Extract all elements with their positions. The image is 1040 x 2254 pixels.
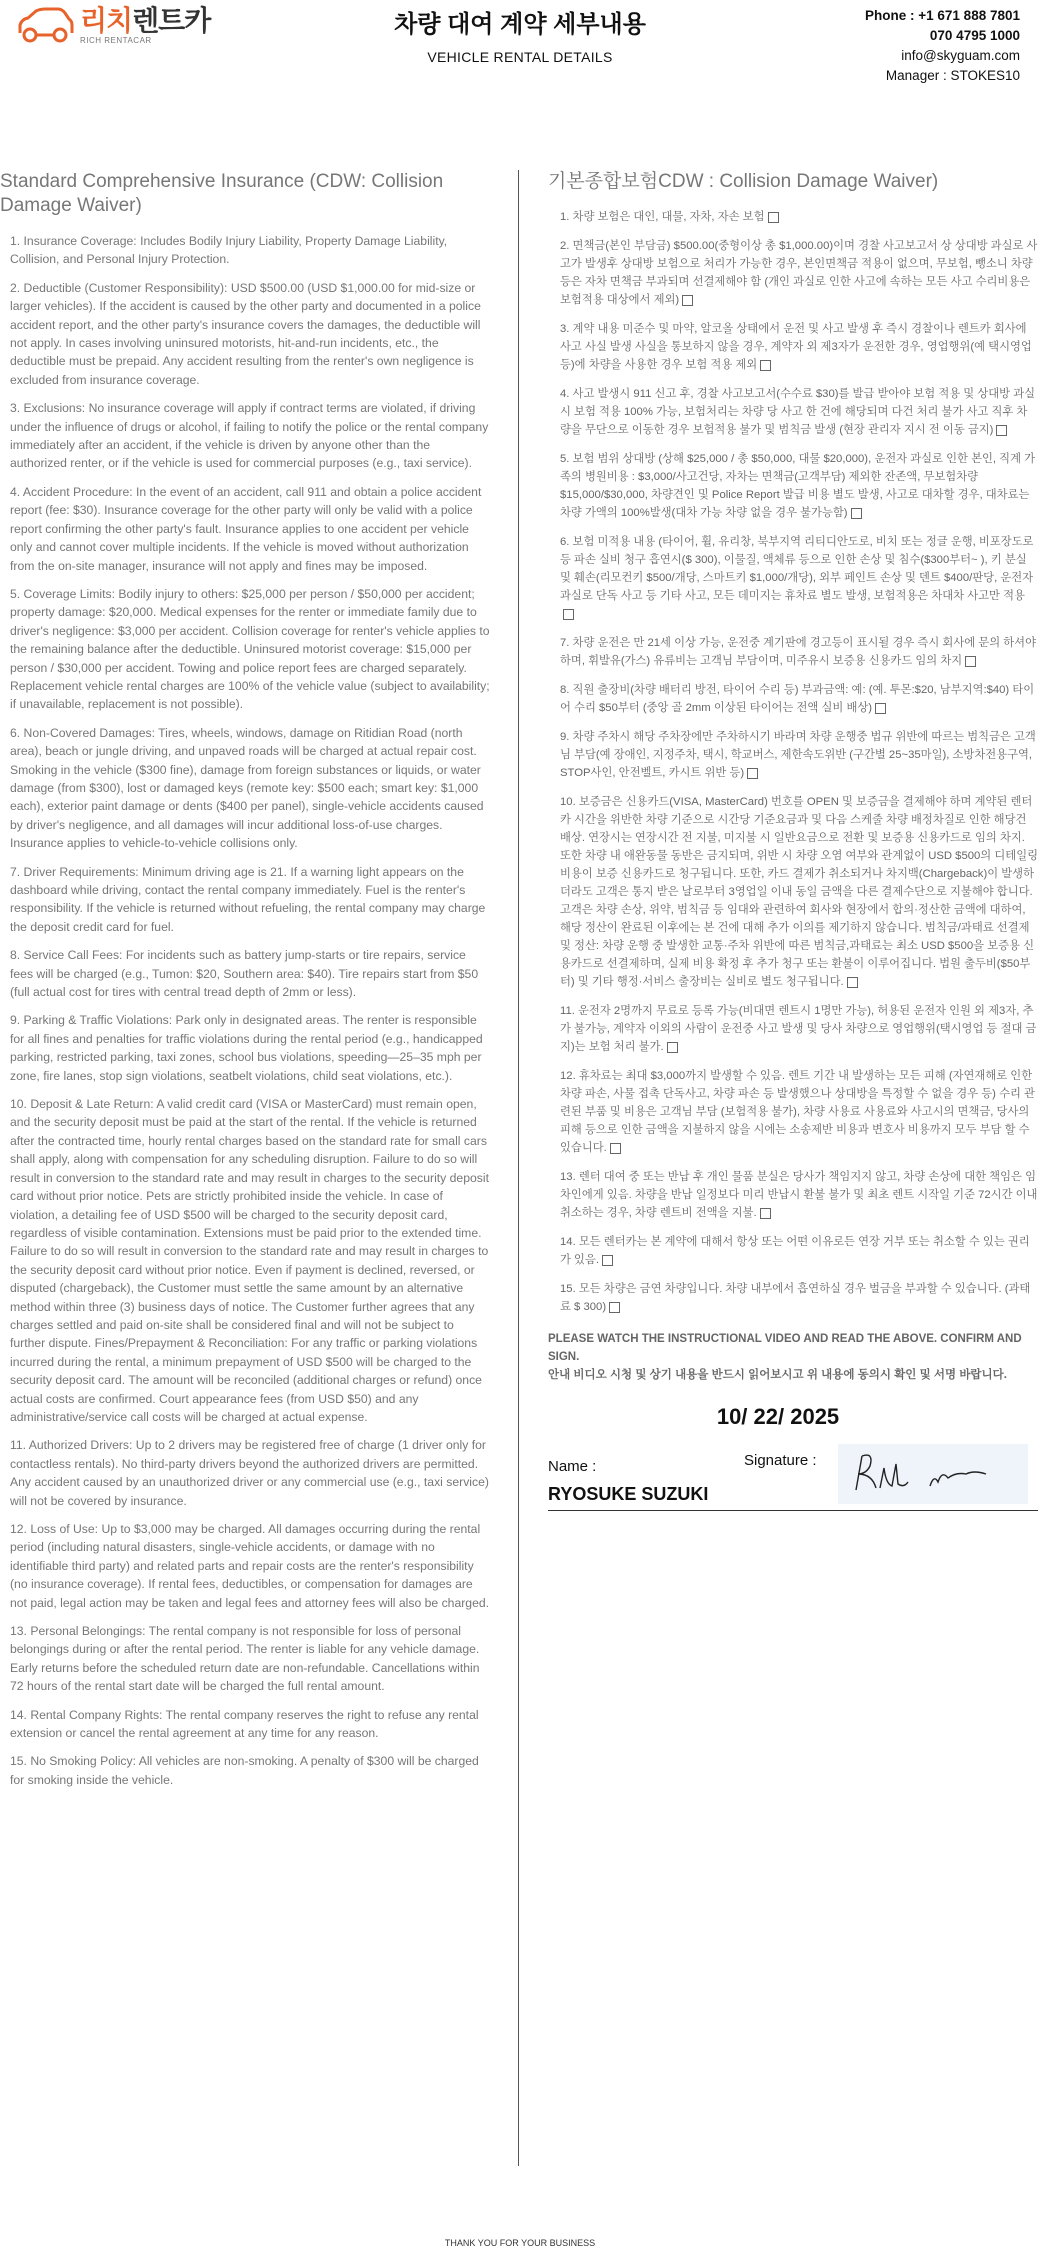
korean-term-item: 10. 보증금은 신용카드(VISA, MasterCard) 번호를 OPEN 및 보증금을 결제해야 하며 계약된 렌터카 시간을 위반한 차량 기준으로 시간당 기준요금과 및 다음 스케줄 차량 배정차질로 인한 해당건 배상. 연장시는 연장시간 전 지불, 미지불 시 일반요금으로 전환 및 보증용 신용카드로 임의 차지. 또한 차량 내 애완동물 동반은 금지되며, 위반 시 차량 오염 여부와 관계없이 USD $500의 디테일링 비용이 보증 신용카드로 청구됩니다. 또한, 카드 결제가 취소되거나 차지백(Chargeback)이 발생하더라도 고객은 통지 받은 날로부터 3영업일 이내 동일 금액을 다른 결제수단으로 지불해야 합니다. 고객은 차량 손상, 위약, 범칙금 등 임대와 관련하여 회사와 현장에서 합의·정산한 금액에 대하여, 해당 정산이 완료된 이후에는 본 건에 대해 추가 이의를 제기하지 않습니다. 범칙금/과태료 선결제 및 정산: 차량 운행 중 발생한 교통·주차 위반에 따른 범칙금,과태료는 최소 USD $500을 보증용 신용카드로 선결제하며, 실제 비용 확정 후 추가 청구 또는 환불이 이루어집니다. 법원 출두비($50부터) 및 기타 행정·서비스 출장비는 실비로 별도 청구됩니다. (560, 796, 1039, 988)
contact-email[interactable]: info@skyguam.com (901, 48, 1020, 63)
renter-name: RYOSUKE SUZUKI (548, 1484, 709, 1504)
korean-term-item: 6. 보험 미적용 내용 (타이어, 휠, 유리창, 북부지역 리티디안도로, 비치 또는 정글 운행, 비포장도로 등 파손 실비 청구 흡연시($ 300), 이물질, 액체류 등으로 인한 손상 및 침수($300부터~ ), 키 분실 및 훼손(리모컨키 $500/개당, 스마트키 $1,000/개당), 외부 페인트 손상 및 덴트 $400/판당, 운전자 과실로 단독 사고 등 기타 사고, 모든 데미지는 휴차료 별도 발생, 보험적용은 차대차 사고만 적용 (560, 533, 1038, 623)
agree-checkbox[interactable] (996, 425, 1007, 436)
english-term-item: 5. Coverage Limits: Bodily injury to others: $25,000 per person / $50,000 per accident; property damage: $20,000. Medical expenses for the renter or immediate family due to driver's negligence: $3,000 per accident. Collision coverage for renter's vehicle applies to the remaining balance after the deductible. Uninsured motorist coverage: $15,000 per person / $30,000 per accident. Towing and police report fees are charged separately. Replacement vehicle rental charges are 100% of the vehicle value (subject to availability; if unavailable, replacement is not possible). (10, 586, 490, 712)
english-term-item: 11. Authorized Drivers: Up to 2 drivers may be registered free of charge (1 driver only for contactless rentals). No third-party drivers beyond the authorized drivers are permitted. Any accident caused by an unauthorized driver or any commercial use (e.g., taxi service) will not be covered by insurance. (10, 1438, 489, 1508)
agree-checkbox[interactable] (609, 1302, 620, 1313)
agree-checkbox[interactable] (875, 703, 886, 714)
korean-term-item: 11. 운전자 2명까지 무료로 등록 가능(비대면 렌트시 1명만 가능), 허용된 운전자 인원 외 제3자, 추가 불가능, 계약자 이외의 사람이 운전중 사고 발생 및 당사 차량으로 영업행위(택시영업 등 절대 금지)는 보험 처리 불가. (560, 1005, 1037, 1053)
title-english: VEHICLE RENTAL DETAILS (427, 49, 613, 65)
signature-line (548, 1510, 1038, 1511)
logo-text-orange: 리치 (80, 5, 133, 36)
korean-term-item: 13. 렌터 대여 중 또는 반납 후 개인 물품 분실은 당사가 책임지지 않고, 차량 손상에 대한 책임은 임차인에게 있음. 차량을 반납 일정보다 미리 반납시 환불 불가 및 최초 렌트 시작일 기준 72시간 이내 취소하는 경우, 차량 렌트비 전액을 지불. (560, 1171, 1038, 1219)
english-term-item: 1. Insurance Coverage: Includes Bodily Injury Liability, Property Damage Liability, Collision, and Personal Injury Protection. (10, 234, 448, 267)
agree-checkbox[interactable] (563, 609, 574, 620)
korean-term-item: 3. 계약 내용 미준수 및 마약, 알코올 상태에서 운전 및 사고 발생 후 즉시 경찰이나 렌트카 회사에 사고 사실 발생 사실을 통보하지 않을 경우, 계약자 외 제3자가 운전한 경우, 영업행위(예 택시영업 등)에 차량을 사용한 경우 보험 적용 제외 (560, 323, 1032, 371)
contact-phone-2: 070 4795 1000 (929, 28, 1020, 43)
korean-term-item: 7. 차량 운전은 만 21세 이상 가능, 운전중 계기판에 경고등이 표시될 경우 즉시 회사에 문의 하셔야 하며, 휘발유(가스) 유류비는 고객님 부담이며, 미주유시 보증용 신용카드 임의 차지 (560, 637, 1036, 667)
contact-phone: Phone : +1 671 888 7801 (865, 8, 1020, 23)
korean-term-item: 12. 휴차료는 최대 $3,000까지 발생할 수 있음. 렌트 기간 내 발생하는 모든 피해 (자연재해로 인한 차량 파손, 사물 접촉 단독사고, 차량 파손 등 발생했으나 상대방을 특정할 수 없을 경우 등) 수리 관련된 부품 및 비용은 고객님 부담 (보험적용 불가), 차량 사용료 사용료와 사고시의 면책금, 당사의 피해 등으로 인한 금액을 지불하지 않을 시에는 소송제반 비용과 변호사 비용까지 모두 부담 할 수 있습니다. (560, 1070, 1035, 1154)
korean-section-title: 기본종합보험CDW : Collision Damage Waiver) (548, 171, 939, 192)
agree-checkbox[interactable] (610, 1143, 621, 1154)
car-logo-icon (14, 7, 74, 45)
header (0, 0, 1040, 100)
english-term-item: 15. No Smoking Policy: All vehicles are non-smoking. A penalty of $300 will be charged for smoking inside the vehicle. (10, 1754, 479, 1787)
korean-term-item: 14. 모든 렌터카는 본 계약에 대해서 항상 또는 어떤 이유로든 연장 거부 또는 취소할 수 있는 권리가 있음. (560, 1236, 1030, 1266)
agree-checkbox[interactable] (747, 768, 758, 779)
english-term-item: 10. Deposit & Late Return: A valid credit card (VISA or MasterCard) must remain open, and the security deposit must be paid at the start of the rental. If the vehicle is returned after the contracted time, hourly rental charges based on the standard rate for small cars shall apply, along with compensation for any scheduling disruption. Failure to do so will result in conversion to the standard rate and may result in charges to the security deposit card without prior notice. Pets are strictly prohibited inside the vehicle. In case of violation, a detailing fee of USD $500 will be charged to the security deposit card, regardless of visible contamination. Extensions must be paid prior to the extended time. Failure to do so will result in conversion to the standard rate and may result in charges to the security deposit card without prior notice. Even if payment is declined, reversed, or disputed (chargeback), the Customer must settle the same amount by an alternative method within three (3) business days of notice. The Customer further agrees that any charges settled and paid on-site shall be considered final and will not be subject to further dispute. Fines/Prepayment & Reconciliation: For any traffic or parking violations incurred during the rental, a minimum prepayment of USD $500 will be charged to the security deposit card. The amount will be reconciled (additional charges or refund) once actual costs are confirmed. Court appearance fees (from USD $50) and any administrative/service call costs will be charged at actual expense. (10, 1097, 489, 1424)
korean-term-item: 2. 면책금(본인 부담금) $500.00(중형이상 총 $1,000.00)이며 경찰 사고보고서 상 상대방 과실로 사고가 발생후 상대방 보험으로 처리가 가능한 경우, 본인면책금 적용이 없으며, 무보험, 뺑소니 차량 등은 자차 면책금 부과되며 선결제해야 함 (개인 과실로 인한 사고에 속하는 모든 사고 수리비용은 보험적용 대상에서 제외) (560, 240, 1038, 306)
agree-checkbox[interactable] (851, 508, 862, 519)
signature-label: Signature : (744, 1452, 817, 1469)
agree-checkbox[interactable] (965, 656, 976, 667)
korean-term-item: 8. 직원 출장비(차량 배터리 방전, 타이어 수리 등) 부과금액: 예: (예. 투몬:$20, 남부지역:$40) 타이어 수리 $50부터 (중앙 골 2mm 이상된 타이어는 전액 실비 배상) (560, 684, 1035, 714)
logo-subtitle: RICH RENTACAR (80, 36, 152, 45)
korean-terms-column (548, 170, 1038, 1524)
footer-text: THANK YOU FOR YOUR BUSINESS (444, 2238, 596, 2248)
korean-term-item: 1. 차량 보험은 대인, 대물, 자차, 자손 보험 (560, 208, 1038, 226)
agree-checkbox[interactable] (602, 1255, 613, 1266)
english-term-item: 6. Non-Covered Damages: Tires, wheels, windows, damage on Ritidian Road (north area), beach or jungle driving, and unpaved roads will be charged at actual repair cost. Smoking in the vehicle ($300 fine), damage from foreign substances or liquids, or water damage (from $300), lost or damaged keys (remote key: $500 each; smart key: $1,000 each), exterior paint damage or dents ($400 per panel), single-vehicle accidents caused by driver's negligence, and all damages will incur additional loss-of-use charges. Insurance applies to vehicle-to-vehicle collisions only. (10, 725, 484, 851)
korean-term-item: 4. 사고 발생시 911 신고 후, 경찰 사고보고서(수수료 $30)를 발급 받아야 보험 적용 및 상대방 과실 시 보험 적용 100% 가능, 보험처리는 차량 당 사고 한 건에 해당되며 다건 처리 불가 사고 직후 차량을 무단으로 이동한 경우 보험적용 불가 및 범칙금 발생 (현장 관리자 지시 전 이동 금지) (560, 388, 1036, 436)
agree-checkbox[interactable] (760, 1208, 771, 1219)
english-term-item: 2. Deductible (Customer Responsibility): USD $500.00 (USD $1,000.00 for mid-size or larger vehicles). If the accident is caused by the other party and documented in a police accident report, and the other party's insurance covers the damages, the deductible will not apply. In cases involving uninsured motorists, hit-and-run incidents, etc., the deductible must be prepaid. Any accident resulting from the renter's own negligence is excluded from insurance coverage. (10, 280, 481, 387)
agree-checkbox[interactable] (682, 295, 693, 306)
english-term-item: 8. Service Call Fees: For incidents such as battery jump-starts or tire repairs, service fees will be charged (e.g., Tumon: $20, Southern area: $40). Tire repairs start from $50 (full actual cost for tires with central tread depth of 2mm or less). (10, 948, 479, 1000)
english-terms-column (0, 170, 490, 1799)
contract-date: 10/ 22/ 2025 (716, 1404, 840, 1429)
english-term-item: 7. Driver Requirements: Minimum driving age is 21. If a warning light appears on the dashboard while driving, contact the rental company immediately. Fuel is the renter's responsibility. If the vehicle is returned without refueling, the rental company may charge the deposit credit card for fuel. (10, 864, 486, 934)
korean-term-item: 9. 차량 주차시 해당 주차장에만 주차하시기 바라며 차량 운행중 법규 위반에 따르는 범칙금은 고객님 부담(예 장애인, 지정주차, 택시, 학교버스, 제한속도위반 (구간별 25~35마일), 소방차전용구역, STOP사인, 안전벨트, 카시트 위반 등) (560, 731, 1036, 779)
signature-row (548, 1444, 1038, 1524)
agree-checkbox[interactable] (667, 1042, 678, 1053)
english-section-title: Standard Comprehensive Insurance (CDW: Collision Damage Waiver) (0, 171, 444, 216)
korean-term-item: 15. 모든 차량은 금연 차량입니다. 차량 내부에서 흡연하실 경우 벌금을 부과할 수 있습니다. (과태료 $ 300) (560, 1283, 1031, 1313)
korean-term-item: 5. 보험 범위 상대방 (상해 $25,000 / 총 $50,000, 대물 $20,000), 운전자 과실로 인한 본인, 직계 가족의 병원비용 : $3,000/사고건당, 자차는 면책금(고객부담) 제외한 잔존액, 무보험차량 $15,000/$30,000, 차량견인 및 Police Report 발급 비용 별도 발생, 사고로 대차할 경우, 대차료는 차량 가액의 100%발생(대차 가능 차량 없을 경우 불가능함) (560, 453, 1036, 519)
notice-english: PLEASE WATCH THE INSTRUCTIONAL VIDEO AND READ THE ABOVE. CONFIRM AND SIGN. (548, 1333, 1022, 1363)
contact-info (865, 6, 1020, 86)
signature-pad[interactable] (838, 1444, 1028, 1504)
company-logo (14, 4, 254, 48)
english-term-item: 4. Accident Procedure: In the event of an accident, call 911 and obtain a police accident report (fee: $30). Insurance coverage for the other party will only be valid with a police report confirming the other party's fault. Insurance applies to one accident per vehicle only and cannot cover multiple incidents. If the vehicle is moved without authorization from the on-site manager, insurance will not apply and fines may be imposed. (10, 484, 482, 573)
agree-checkbox[interactable] (760, 360, 771, 371)
contact-manager: Manager : STOKES10 (885, 68, 1020, 83)
agree-checkbox[interactable] (847, 977, 858, 988)
english-term-item: 14. Rental Company Rights: The rental company reserves the right to refuse any rental extension or cancel the rental agreement at any time for any reason. (10, 1707, 479, 1741)
column-divider (518, 170, 519, 2166)
logo-text-dark: 렌트카 (132, 5, 211, 36)
english-term-item: 9. Parking & Traffic Violations: Park only in designated areas. The renter is responsible for all fines and penalties for traffic violations during the rental period (e.g., handicapped parking, restricted parking, taxi zones, school bus violations, speeding—25–35 mph per zone, fire lanes, stop sign violations, seatbelt violations, child seat violations, etc.). (10, 1013, 483, 1083)
title-korean: 차량 대여 계약 세부내용 (394, 11, 646, 38)
notice-korean: 안내 비디오 시청 및 상기 내용을 반드시 읽어보시고 위 내용에 동의시 확인 및 서명 바랍니다. (548, 1369, 1007, 1381)
english-term-item: 3. Exclusions: No insurance coverage will apply if contract terms are violated, if driving under the influence of drugs or alcohol, if failing to notify the police or the rental company immediately after an accident, if the vehicle is driven by anyone other than the authorized renter, or if the vehicle is used for commercial purposes (e.g., taxi service). (10, 401, 489, 471)
name-label: Name : (548, 1458, 597, 1475)
signature-image (838, 1444, 1028, 1504)
agree-checkbox[interactable] (768, 212, 779, 223)
english-term-item: 13. Personal Belongings: The rental company is not responsible for loss of personal belongings during or after the rental period. The renter is liable for any vehicle damage. Early returns before the scheduled return date are non-refundable. Cancellations within 72 hours of the rental start date will be charged the full rental amount. (10, 1624, 480, 1694)
english-term-item: 12. Loss of Use: Up to $3,000 may be charged. All damages occurring during the rental period (including natural disasters, single-vehicle accidents, or damage with no identifiable third party) and related parts and repair costs are the renter's responsibility (no insurance coverage). If rental fees, deductibles, or compensation for damages are not paid, legal action may be taken and legal fees and attorney fees will also be charged. (10, 1522, 490, 1610)
document-title (320, 4, 720, 65)
